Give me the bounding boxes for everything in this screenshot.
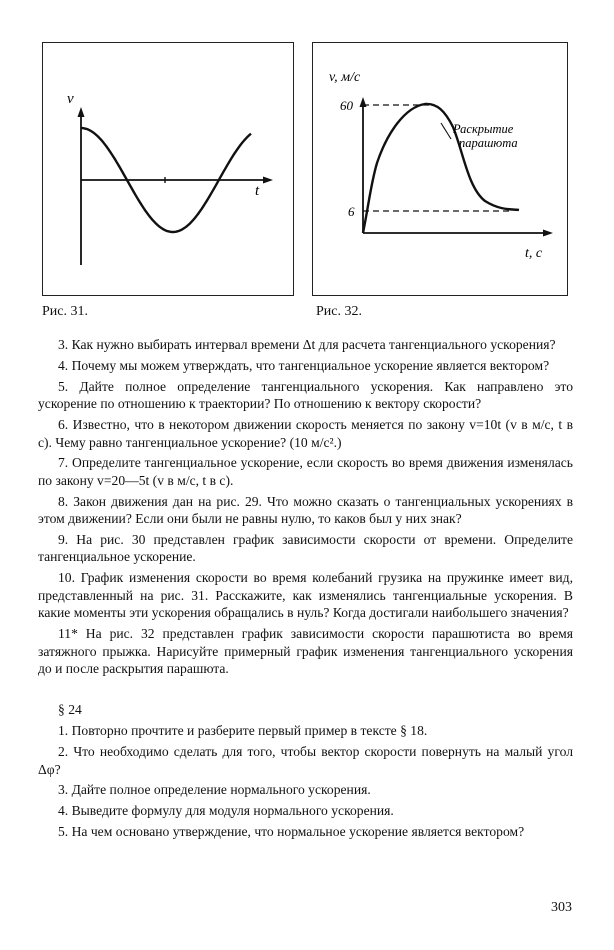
question-4: 4. Почему мы можем утверждать, что тангенциальное ускорение является вектором? (58, 357, 550, 373)
questions-block (38, 336, 573, 844)
question-7: 7. Определите тангенциальное ускорение, если скорость во время движения изменялась по закону v=20—5t (v в м/с, t в с). (38, 455, 573, 488)
tick-60: 60 (340, 98, 353, 113)
y-axis-label: v, м/с (329, 70, 361, 85)
question-3: 3. Как нужно выбирать интервал времени Δt для расчета тангенциального ускорения? (58, 337, 556, 352)
question-9: 9. На рис. 30 представлен график зависимости скорости от времени. Определите тангенциальное ускорение. (38, 532, 573, 565)
figure-32-graph (313, 43, 569, 297)
x-axis-label: t, с (525, 246, 543, 261)
page-number: 303 (551, 900, 572, 915)
section-heading: § 24 (58, 702, 82, 718)
question-8: 8. Закон движения дан на рис. 29. Что можно сказать о тангенциальных ускорениях в этом движении? Если они были не равны нулю, то каков был у них знак? (38, 493, 573, 527)
annotation-line-2: парашюта (459, 136, 518, 150)
section-item-1: 1. Повторно прочтите и разберите первый пример в тексте § 18. (58, 723, 428, 739)
question-11: 11* На рис. 32 представлен график зависимости скорости парашютиста во время затяжного прыжка. Нарисуйте примерный график изменения тангенциального ускорения до и после раскрытия парашюта. (38, 626, 573, 676)
question-6: 6. Известно, что в некотором движении скорость меняется по закону v=10t (v в м/с, t в с). Чему равно тангенциальное ускорение? (10 м/с².) (38, 417, 573, 450)
v-axis-arrow (78, 107, 85, 117)
figure-31-caption: Рис. 31. (42, 304, 88, 319)
figure-32 (312, 42, 568, 296)
tick-6: 6 (348, 204, 355, 219)
question-10: 10. График изменения скорости во время колебаний грузика на пружинке имеет вид, представленный на рис. 31. Расскажите, как изменялись тангенциальные ускорения. В какие моменты эти ускорения обращались в нуль? Когда достигали наибольшего значения? (38, 570, 573, 621)
figure-31 (42, 42, 294, 296)
section-item-2: 2. Что необходимо сделать для того, чтобы вектор скорости повернуть на малый угол Δφ? (38, 744, 573, 777)
section-item-4: 4. Выведите формулу для модуля нормального ускорения. (58, 803, 394, 819)
annotation-line-1: Раскрытие (453, 122, 514, 136)
section-item-3: 3. Дайте полное определение нормального ускорения. (58, 782, 371, 798)
t-label: t (255, 183, 260, 199)
v-label: v (67, 91, 74, 107)
t-axis-arrow (263, 177, 273, 184)
figure-31-graph (43, 43, 295, 297)
annotation-pointer (441, 123, 451, 139)
section-item-5: 5. На чем основано утверждение, что нормальное ускорение является вектором? (58, 824, 525, 840)
question-5: 5. Дайте полное определение тангенциального ускорения. Как направлено это ускорение по отношению к траектории? По отношению к вектору скорости? (38, 378, 573, 412)
figure-32-caption: Рис. 32. (316, 304, 362, 319)
t-axis-arrow (543, 230, 553, 237)
